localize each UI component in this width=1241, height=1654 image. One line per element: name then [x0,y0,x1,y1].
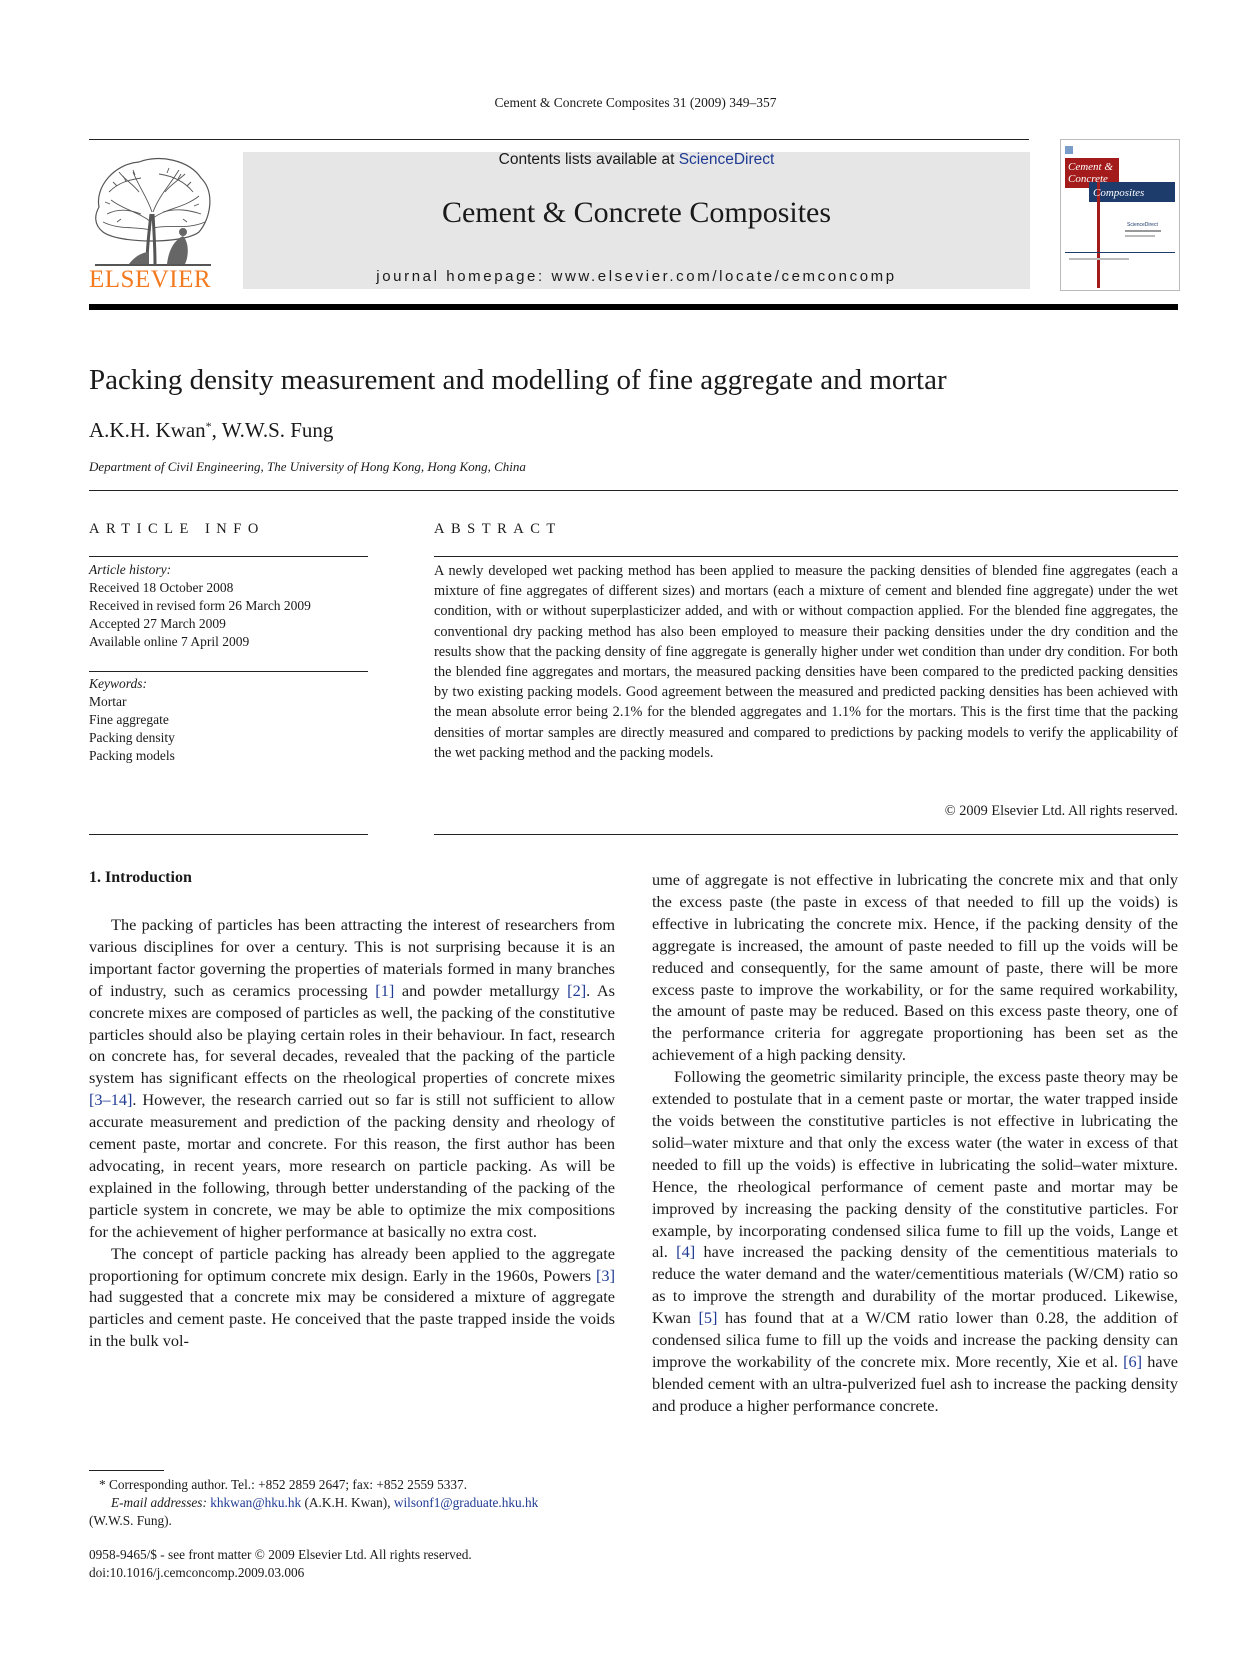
citation-link[interactable]: [2] [567,980,587,1000]
running-head: Cement & Concrete Composites 31 (2009) 349–357 [494,95,777,110]
journal-name: Cement & Concrete Composites [441,196,832,229]
citation-link[interactable]: [1] [375,980,395,1000]
keywords-rule [89,671,368,672]
journal-cover [1060,139,1180,291]
corresponding-author-footnote [89,1476,615,1530]
citation-link[interactable]: [4] [676,1242,696,1262]
affiliation: Department of Civil Engineering, The University of Hong Kong, Hong Kong, China [89,459,526,474]
section-heading-introduction: 1. Introduction [89,869,192,886]
abstract-bottom-rule [434,834,1178,835]
history-online: Available online 7 April 2009 [89,634,250,649]
keyword-item: Mortar [89,694,127,709]
sciencedirect-link[interactable]: ScienceDirect [678,151,775,168]
keyword-item: Fine aggregate [89,712,169,727]
history-label: Article history: [89,562,172,577]
citation-link[interactable]: [6] [1123,1351,1143,1371]
doi-link[interactable]: doi:10.1016/j.cemconcomp.2009.03.006 [89,1565,305,1580]
abstract-heading: ABSTRACT [434,521,562,537]
svg-text:Cement &: Cement & [1068,161,1113,173]
author-kwan[interactable]: A.K.H. Kwan [89,418,206,442]
journal-cover-image [1061,140,1179,290]
keyword-item: Packing density [89,730,175,745]
history-accepted: Accepted 27 March 2009 [89,616,226,631]
citation-link[interactable]: [5] [698,1308,718,1328]
body-column-right [652,869,1178,1417]
journal-homepage[interactable]: journal homepage: www.elsevier.com/locate/cemconcomp [376,268,897,285]
header-rule [89,139,1029,140]
corresponding-author-mark[interactable]: * [205,419,212,433]
article-history [89,561,311,651]
contents-prefix: Contents lists available at [498,151,675,168]
article-info-heading: ARTICLE INFO [89,521,265,537]
abstract-text: A newly developed wet packing method has been applied to measure the packing densities of blended fine aggregates (each a mixture of fine aggregates of different sizes) and mortars (each a mixture of cement and blended fine aggregate) under the wet condition, with or without superplasticizer added, and with or without compaction applied. For the blended fine aggregates, the conventional dry packing method has also been employed to measure their packing densities under the dry condition and the results show that the packing density of fine aggregate is generally higher under wet condition than under dry condition. For both the blended fine aggregates and mortars, the measured packing densities have been compared to the predicted packing densities by two existing packing models. Good agreement between the measured and predicted packing densities has been achieved with the mean absolute error being 2.1% for the blended aggregates and 1.1% for the mortars. This is the first time that the packing densities of mortar samples are directly measured and compared to predictions by packing models to verify the applicability of the wet packing method and the packing models. [434,563,1178,761]
article-info-rule [89,556,368,557]
body-column-left [89,914,615,1352]
author-fung: , W.W.S. Fung [211,418,334,442]
title-rule [89,490,1178,491]
author-list [89,418,333,443]
abstract-rule [434,556,1178,557]
footnote-corresponding: * Corresponding author. Tel.: +852 2859 2647; fax: +852 2559 5337. [99,1477,468,1492]
article-info-bottom-rule [89,834,368,835]
front-matter [89,1546,472,1582]
svg-text:ScienceDirect: ScienceDirect [1127,222,1158,228]
history-revised: Received in revised form 26 March 2009 [89,598,311,613]
contents-availability [243,151,1030,169]
paragraph: The packing of particles has been attracting the interest of researchers from various disciplines for over a century. This is not surprising because it is an important factor governing the properties of materials formed in many branches of industry, such as ceramics processing [1] and powder metallurgy [2]. As concrete mixes are composed of particles as well, the packing of the constitutive particles should also be playing certain roles in their behaviour. In fact, research on concrete has, for several decades, revealed that the packing of the particle system has significant effects on the rheological properties of concrete mixes [3–14]. However, the research carried out so far is still not sufficient to allow accurate measurement and prediction of the packing density and rheology of cement paste, mortar and concrete. For this reason, the first author has been advocating, in recent years, more research on particle packing. As will be explained in the following, through better understanding of the packing of the particle system in concrete, we may be able to optimize the mix compositions for the achievement of higher performance at basically no extra cost. [89,915,615,1241]
elsevier-wordmark: ELSEVIER [89,266,212,293]
citation-link[interactable]: [3–14] [89,1090,133,1110]
citation-link[interactable]: [3] [596,1265,615,1285]
svg-text:Concrete: Concrete [1068,173,1108,185]
email-link-fung[interactable]: wilsonf1@graduate.hku.hk [393,1495,539,1510]
paragraph: Following the geometric similarity principle, the excess paste theory may be extended to postulate that in a cement paste or mortar, the water trapped inside the voids between the constitutive particles is not effective in lubricating the solid–water mixture and that only the excess water (the water in excess of that needed to fill up the voids) is effective in lubricating the solid–water mixture. Hence, the rheological performance of cement paste and mortar may be improved by increasing the packing density of the constitutive particles. For example, by incorporating condensed silica fume to fill up the voids, Lange et al. [4] have increased the packing density of the cementitious materials to reduce the water demand and the water/cementitious materials (W/CM) ratio so as to improve the strength and durability of the mortar produced. Likewise, Kwan [5] has found that at a W/CM ratio lower than 0.28, the addition of condensed silica fume to fill up the voids and increase the packing density can improve the workability of the concrete mix. More recently, Xie et al. [6] have blended cement with an ultra-pulverized fuel ash to increase the packing density and produce a higher performance concrete. [652,1067,1179,1415]
masthead-thick-rule [89,304,1178,310]
paragraph: ume of aggregate is not effective in lubricating the concrete mix and that only the excess paste (the paste in excess of that needed to fill up the voids) is effective in lubricating the concrete mix. Hence, if the packing density of the aggregate is increased, the amount of paste needed to fill up the voids will be reduced and consequently, for the same amount of paste, there will be more excess paste to improve the workability, or for the same required workability, the amount of paste may be reduced. Based on this excess paste theory, one of the performance criteria for aggregate proportioning has been set as the achievement of a high packing density. [652,870,1178,1065]
svg-text:Composites: Composites [1093,187,1145,199]
email-label: E-mail addresses: [111,1495,207,1510]
article-title: Packing density measurement and modelling of fine aggregate and mortar [89,364,947,396]
abstract-copyright: © 2009 Elsevier Ltd. All rights reserved. [944,803,1178,819]
footnote-email-owner: (W.W.S. Fung). [89,1513,172,1528]
footnote-rule [89,1470,164,1471]
keywords-label: Keywords: [89,676,147,691]
history-received: Received 18 October 2008 [89,580,234,595]
keywords [89,675,175,765]
keyword-item: Packing models [89,748,175,763]
issn-line: 0958-9465/$ - see front matter © 2009 Elsevier Ltd. All rights reserved. [89,1547,472,1562]
paragraph: The concept of particle packing has already been applied to the aggregate proportioning for optimum concrete mix design. Early in the 1960s, Powers [3] had suggested that a concrete mix may be considered a mixture of aggregate particles and cement paste. He conceived that the paste trapped inside the voids in the bulk vol- [89,1243,615,1351]
footnote-emails: E-mail addresses: khkwan@hku.hk (A.K.H. Kwan), wilsonf1@graduate.hku.hk [111,1495,539,1510]
email-link-kwan[interactable]: khkwan@hku.hk [210,1495,302,1510]
